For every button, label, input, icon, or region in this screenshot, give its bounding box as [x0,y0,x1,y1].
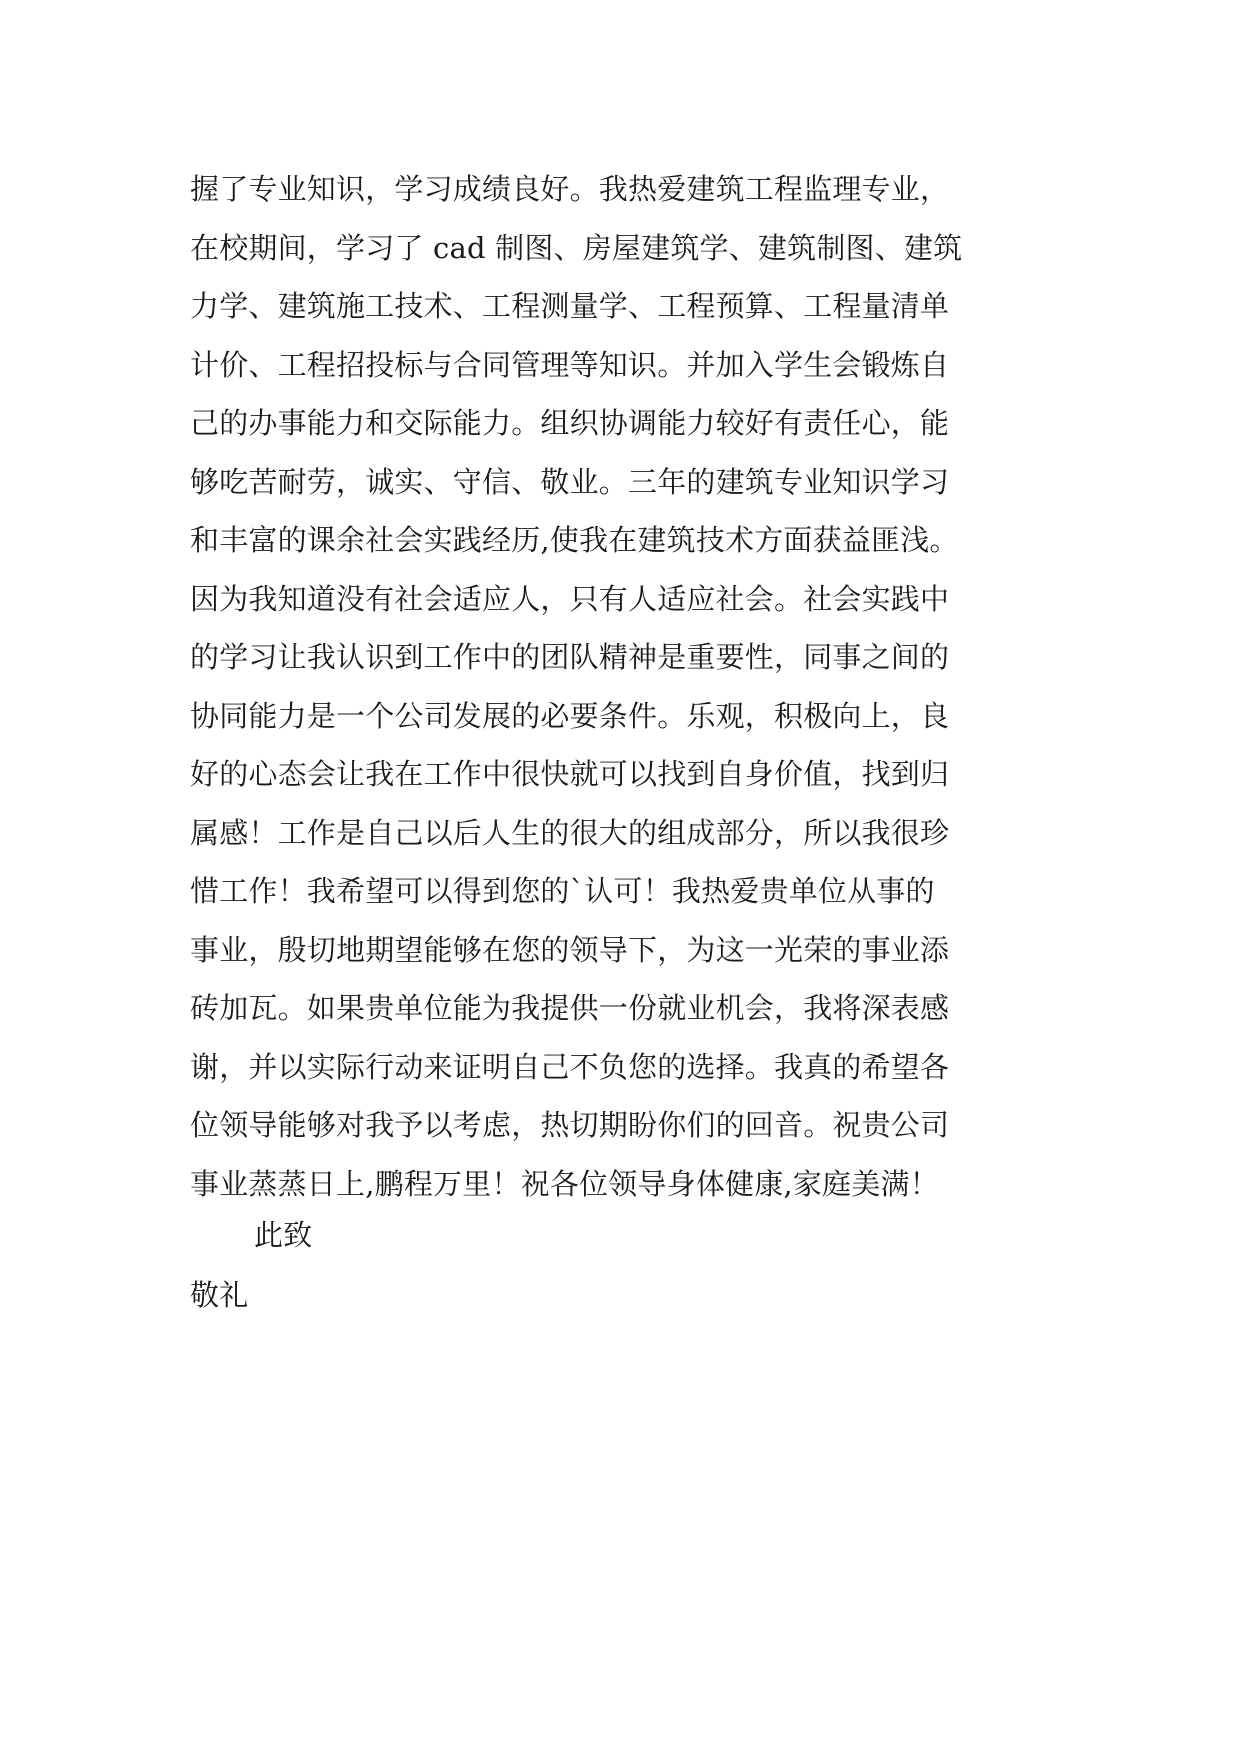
body-line-4: 计价、工程招投标与合同管理等知识。并加入学生会锻炼自 [190,347,950,382]
letter-closing [190,1205,312,1325]
body-line-17: 位领导能够对我予以考虑，热切期盼你们的回音。祝贵公司 [190,1108,950,1142]
body-line-1: 握了专业知识，学习成绩良好。我热爱建筑工程监理专业， [190,172,950,206]
body-line-11: 好的心态会让我在工作中很快就可以找到自身价值，找到归 [190,757,950,791]
body-line-12: 属感！工作是自己以后人生的很大的组成部分，所以我很珍 [190,815,950,850]
body-line-3: 力学、建筑施工技术、工程测量学、工程预算、工程量清单 [190,289,950,323]
body-line-6: 够吃苦耐劳，诚实、守信、敬业。三年的建筑专业知识学习 [190,464,950,499]
letter-body [190,160,1070,1213]
body-line-15: 砖加瓦。如果贵单位能为我提供一份就业机会，我将深表感 [190,991,950,1025]
body-line-10: 协同能力是一个公司发展的必要条件。乐观，积极向上，良 [190,698,950,733]
body-line-18: 事业蒸蒸日上,鹏程万里！祝各位领导身体健康,家庭美满！ [190,1166,939,1201]
body-line-14: 事业，殷切地期望能够在您的领导下，为这一光荣的事业添 [190,932,950,967]
body-line-5: 己的办事能力和交际能力。组织协调能力较好有责任心，能 [190,406,950,440]
closing-regards: 敬礼 [190,1278,249,1312]
body-line-9: 的学习让我认识到工作中的团队精神是重要性，同事之间的 [190,640,950,674]
body-line-13: 惜工作！我希望可以得到您的`认可！我热爱贵单位从事的 [190,874,935,908]
body-line-8: 因为我知道没有社会适应人，只有人适应社会。社会实践中 [190,581,950,616]
body-line-2: 在校期间，学习了 cad 制图、房屋建筑学、建筑制图、建筑 [190,230,963,265]
body-line-7: 和丰富的课余社会实践经历,使我在建筑技术方面获益匪浅。 [190,523,959,557]
closing-salutation: 此致 [254,1218,313,1252]
body-line-16: 谢，并以实际行动来证明自己不负您的选择。我真的希望各 [190,1049,950,1084]
